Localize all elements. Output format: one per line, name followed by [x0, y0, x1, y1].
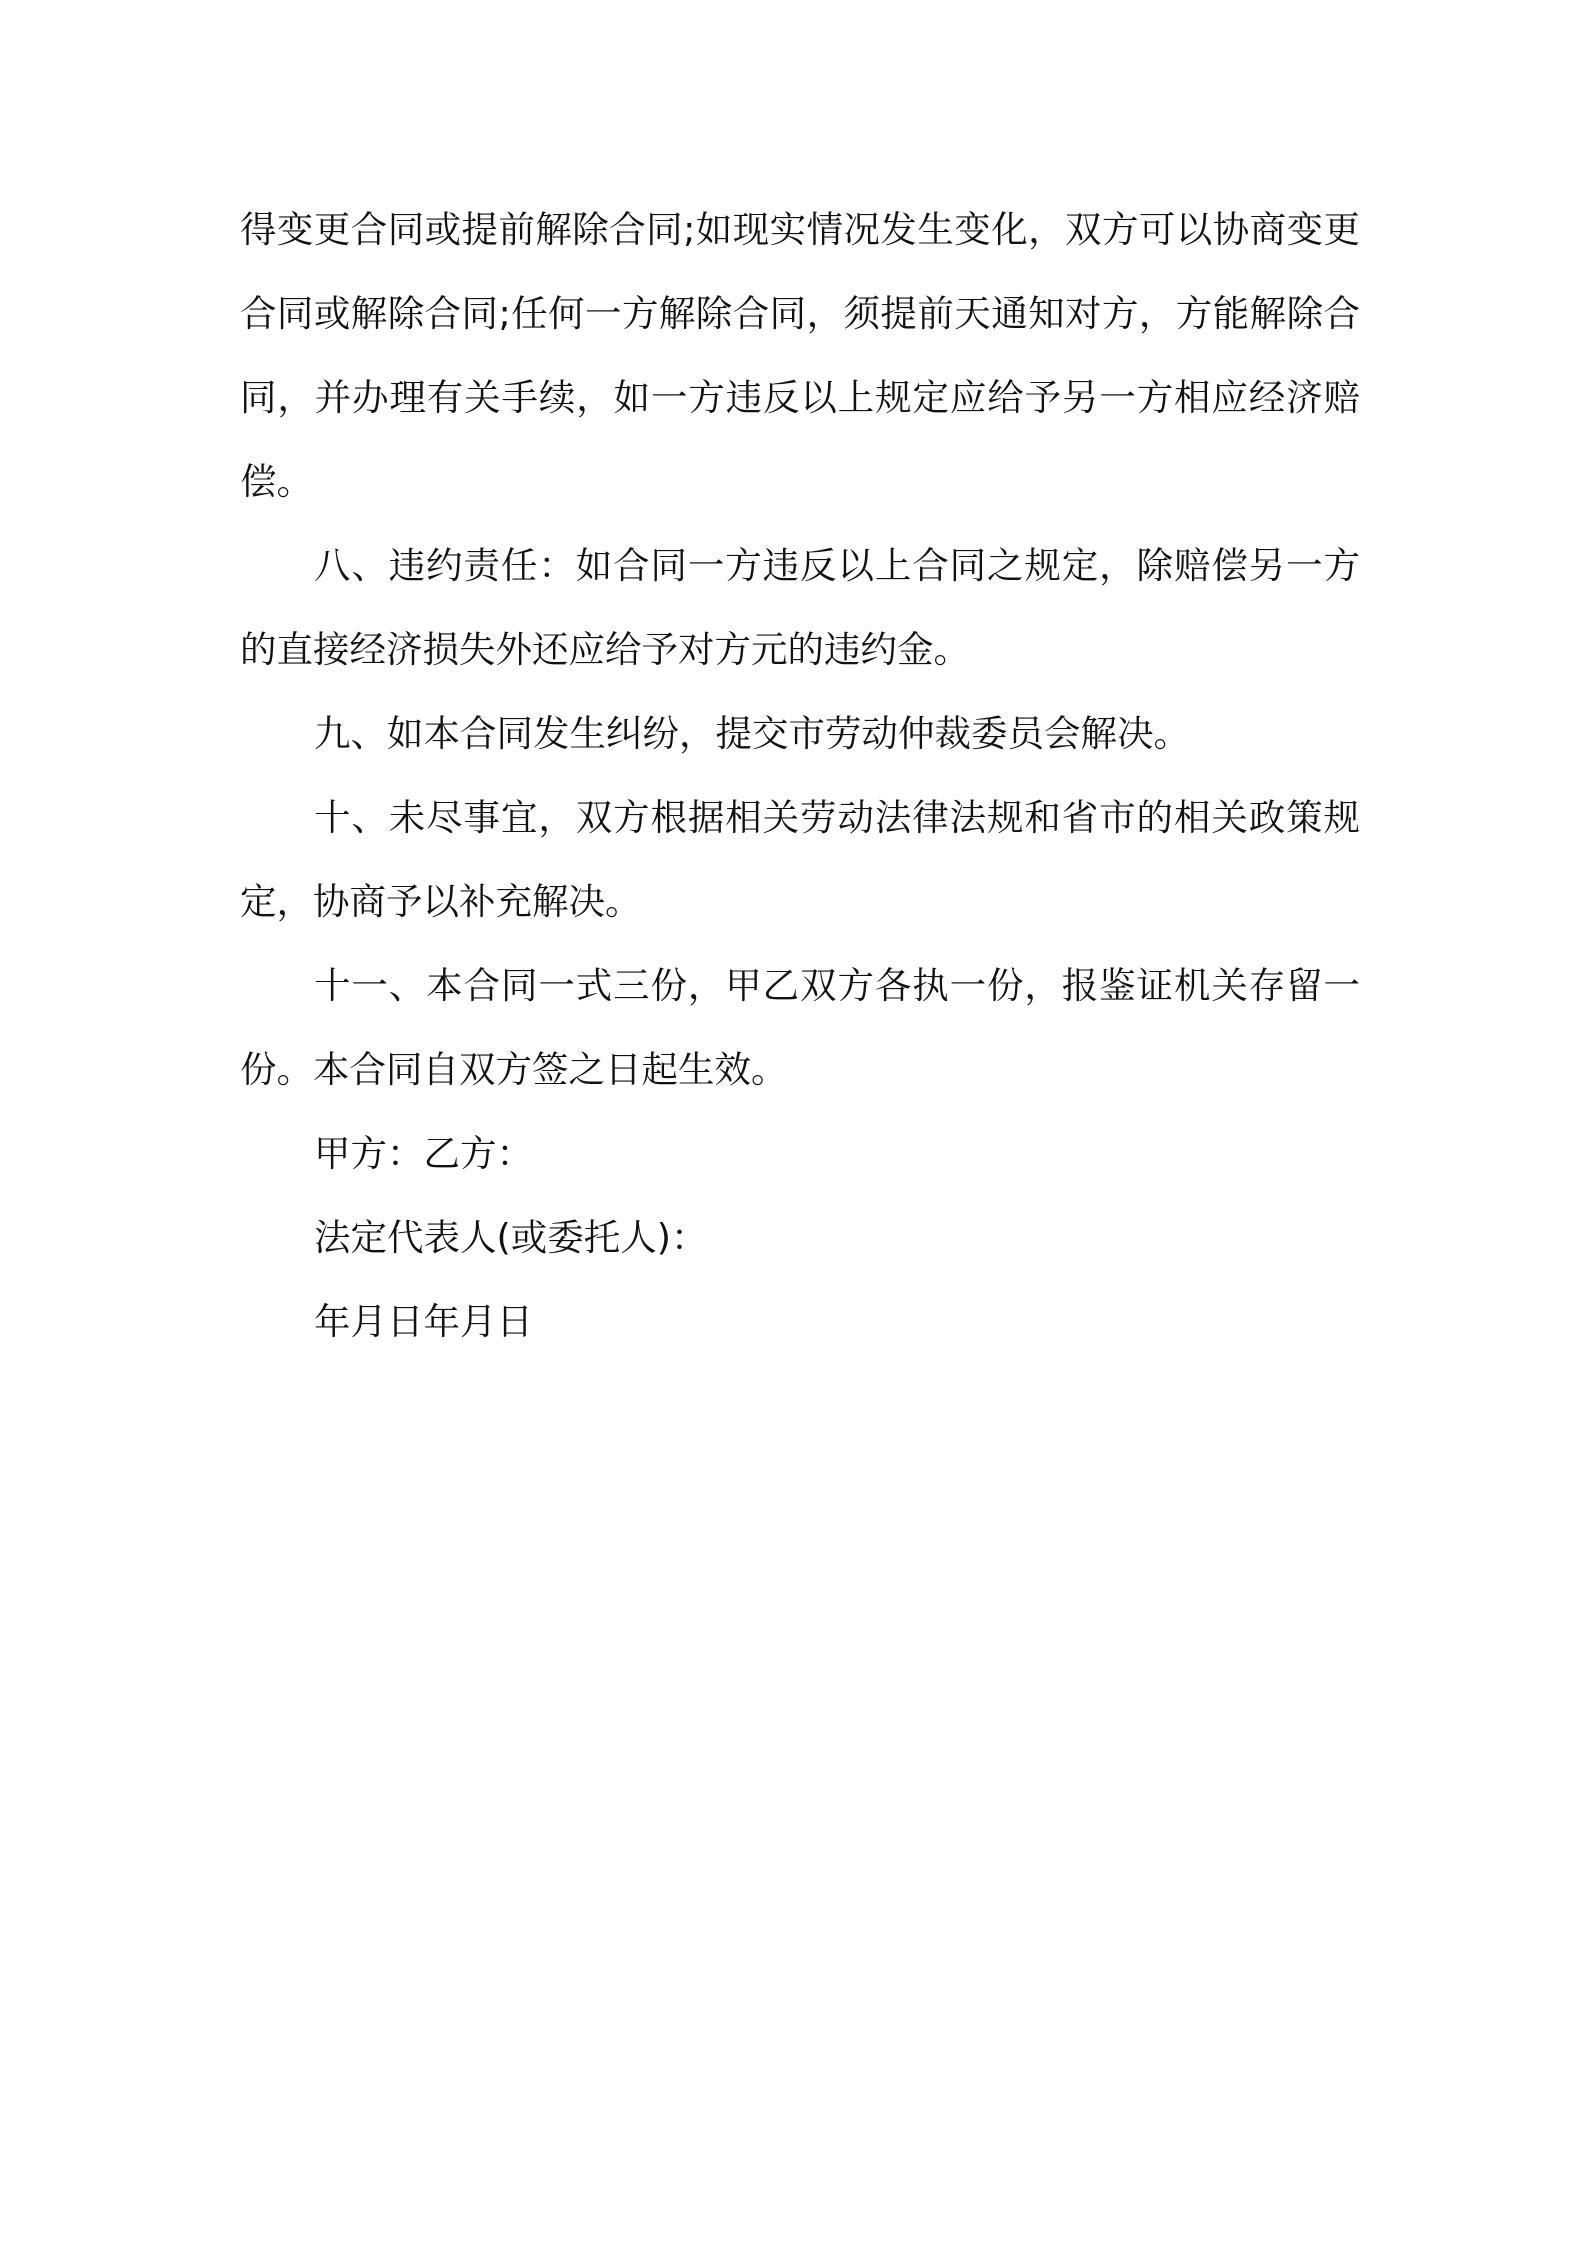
signature-representative: 法定代表人(或委托人)： — [314, 1216, 708, 1259]
document-body — [240, 188, 1360, 1364]
paragraph-clause-10: 十、未尽事宜，双方根据相关劳动法律法规和省市的相关政策规定，协商予以补充解决。 — [240, 796, 1360, 923]
paragraph-clause-11: 十一、本合同一式三份，甲乙双方各执一份，报鉴证机关存留一份。本合同自双方签之日起生效。 — [240, 964, 1360, 1091]
paragraph-clause-9: 九、如本合同发生纠纷，提交市劳动仲裁委员会解决。 — [314, 712, 1190, 755]
paragraph-continued: 得变更合同或提前解除合同;如现实情况发生变化，双方可以协商变更合同或解除合同;任何一方解除合同，须提前天通知对方，方能解除合同，并办理有关手续，如一方违反以上规定应给予另一方相应经济赔偿。 — [240, 208, 1360, 503]
signature-parties: 甲方：乙方： — [314, 1132, 533, 1175]
paragraph-clause-8: 八、违约责任：如合同一方违反以上合同之规定，除赔偿另一方的直接经济损失外还应给予对方元的违约金。 — [240, 544, 1360, 671]
signature-dates: 年月日年月日 — [314, 1300, 533, 1343]
